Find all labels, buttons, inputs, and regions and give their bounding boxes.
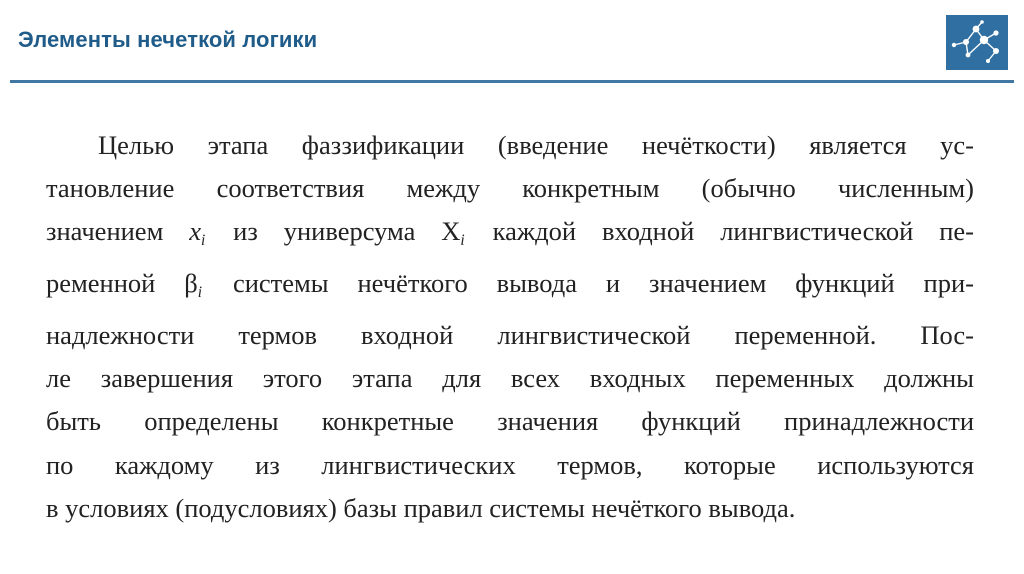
paragraph-line [46,487,974,530]
math-subscript: i [460,232,465,250]
logo [946,15,1008,70]
text-run: по каждому из лингвистических термов, которые используются [46,449,974,480]
text-run: Целью этапа фаззификации (введение нечёткости) является ус- [98,130,974,160]
text-run: надлежности термов входной лингвистической переменной. Пос- [46,320,974,351]
molecule-network-icon [946,15,1008,70]
slide-title: Элементы нечеткой логики [18,27,318,52]
text-run: ле завершения этого этапа для всех входных переменных должны [46,363,974,394]
paragraph-line [46,357,974,400]
paragraph-line [46,262,974,314]
text-run: в условиях (подусловиях) базы правил системы нечёткого вывода. [46,492,796,523]
text-run: каждой входной лингвистической пе- [466,216,974,247]
text-run: X [441,216,461,247]
math-variable: x [189,216,201,247]
paragraph-line [46,444,974,487]
text-run: тановление соответствия между конкретным (обычно численным) [46,173,974,204]
text-run: β [184,268,198,299]
text-run: системы нечёткого вывода и значением функций при- [204,268,974,299]
paragraph-line [46,400,974,443]
paragraph-line [46,124,974,167]
body-text [46,124,974,530]
paragraph-line [46,210,974,262]
paragraph-line [46,314,974,357]
text-run: ременной [46,268,185,299]
math-subscript: i [201,232,206,250]
paragraph-line [46,167,974,210]
text-run: из универсума [207,216,442,247]
text-run: быть определены конкретные значения функций принадлежности [46,406,974,437]
title-divider [10,80,1014,83]
text-run: значением [46,216,190,247]
math-subscript: i [197,283,203,301]
